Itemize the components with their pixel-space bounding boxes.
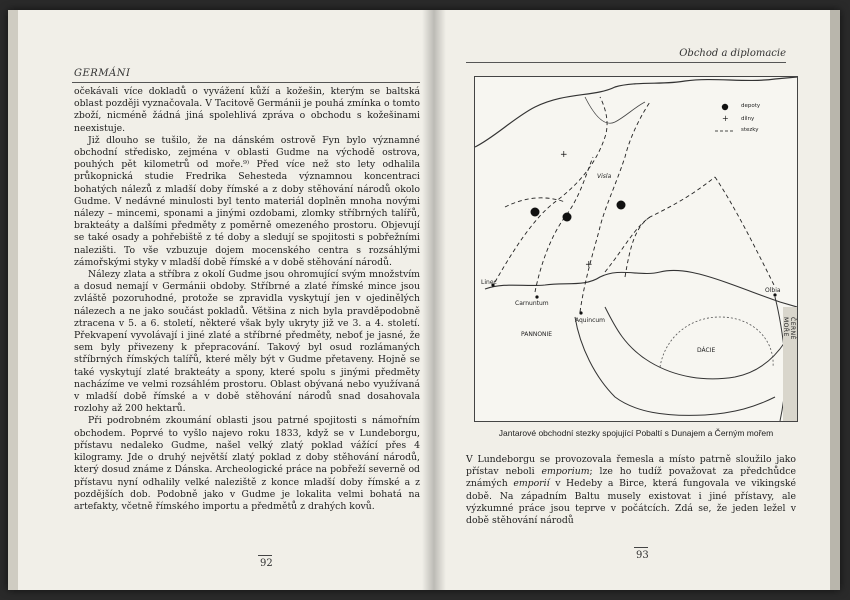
header-rule-right [466, 62, 786, 63]
paragraph: očekávali více dokladů o vyvážení kůží a kožešin, kterým se baltská oblast později vyznačovala. V Tacitově Germánii je pouhá zmínka o tomto zboží, nicméně žádná jiná spolehlivá zpráva o obchodu s kožešinami neexistuje. [74, 86, 420, 134]
running-head-left: GERMÁNI [74, 68, 131, 79]
depot-marker [531, 208, 540, 217]
italic-term: emporium [541, 466, 590, 478]
depot-marker [563, 213, 572, 222]
route-4 [605, 177, 715, 272]
lower-coastline [575, 317, 775, 415]
left-page [8, 10, 433, 590]
legend-routes: stezky [741, 127, 759, 133]
text-run: ; lze ho tudíž považovat za předchůdce známých [466, 466, 796, 490]
route-2 [535, 157, 593, 292]
right-page [440, 10, 840, 590]
label-visla: Visla [597, 173, 612, 180]
paragraph: Při podrobném zkoumání oblasti jsou patrné spojitosti s námořním obchodem. Poprvé to vyšlo najevo roku 1833, když se v Lundeborgu, přístavu nedaleko Gudme, našel velký zlatý poklad vážící přes 4 kilogramy. Jde o druhý největší zlatý poklad z doby stěhování národů, který dosud známe z Dánska. Archeologické práce na pobřeží severně od přístavu nyní odhalily velké naleziště z konce mladší doby římské a z pozdějších dob. Podobně jako v Gudme je lokalita velmi bohatá na artefakty, včetně římského importu a předmětů z drahých kovů. [74, 415, 420, 512]
legend-depots: depoty [741, 103, 761, 109]
page-number-rule [634, 547, 648, 548]
paragraph: Nálezy zlata a stříbra z okolí Gudme jsou ohromující svým množstvím a dosud nemají v Germánii obdoby. Stříbrné a zlaté římské mince jsou zvláště pozoruhodné, protože se zpravidla vyskytují jen v ojedinělých nálezech a ne jako součást pokladů. Většina z nich byla pravděpodobně ztracena v 5. a 6. století, některé však byly ukryty již ve 3. a 4. století. Překvapení vyvolávají i jiné zlaté a stříbrné předměty, neboť je jasné, že sem byly přivezeny k přepracování. Takový byl osud rozlámaných stříbrných římských talířů, které měly být v Gudme přetaveny. Hojně se také vyskytují zlaté brakteáty a spony, které spolu s jinými předměty nacházíme ve velmi rozsáhlém prostoru. Oblast obývaná nebo využívaná v mladší době římské a v době stěhování národů snad dosahovala rozlohy až 200 hektarů. [74, 269, 420, 415]
legend-workshop-symbol: + [722, 114, 729, 123]
route-1 [495, 97, 607, 282]
paragraph [466, 454, 796, 527]
route-7 [505, 198, 565, 207]
legend-workshops: dílny [741, 116, 755, 122]
route-5 [715, 177, 775, 287]
amber-routes-map [474, 76, 798, 422]
town-dot [535, 295, 538, 298]
baltic-coastline [475, 77, 797, 147]
label-dacie: DÁCIE [697, 347, 716, 354]
page-number-right: 93 [636, 550, 649, 561]
route-3 [580, 102, 650, 312]
label-aquincum: Aquincum [575, 317, 606, 324]
label-black-sea: ČERNÉ MOŘE [782, 317, 796, 340]
text-run: v Hedeby a Birce, která fungovala ve vikingské době. Na západním Baltu musely existovat i jiné přístavy, ale výzkumné práce jsou teprve v počátcích. Zdá se, že jeden ležel v době stěhování národů [466, 478, 796, 527]
label-linec: Linec [481, 279, 497, 286]
left-body-text [74, 86, 420, 513]
dacia-boundary [660, 317, 773, 367]
page-number-rule [258, 555, 272, 556]
book-spread [8, 10, 840, 590]
label-carnuntum: Carnuntum [515, 300, 549, 307]
route-6 [625, 217, 650, 277]
town-dot [579, 311, 582, 314]
right-body-text [466, 454, 796, 527]
italic-term: emporií [513, 478, 550, 490]
workshop-marker: + [560, 150, 568, 160]
text-run: V Lundeborgu se provozovala řemesla a místo patrně sloužilo jako přístav neboli [466, 454, 796, 478]
running-head-right: Obchod a diplomacie [679, 48, 786, 59]
label-pannonie: PANNONIE [521, 331, 553, 338]
header-rule-left [72, 82, 420, 83]
paragraph: Již dlouho se tušilo, že na dánském ostrově Fyn bylo významné obchodní středisko, zejména v oblasti Gudme na východě ostrova, pouhých pět kilometrů od moře.⁹⁾ Před více než sto lety odhalila průkopnická studie Fredrika Sehesteda významnou koncentraci bohatých nálezů z mladší doby římské a z doby stěhování národů okolo Gudme. V nedávné minulosti byl tento materiál doplněn mnoha novými nálezy – mincemi, sponami a jinými ozdobami, zlomky stříbrných talířů, brakteáty a dalšími předměty z poměrně omezeného prostoru. Objevují se také osady a pohřebiště z té doby a sledují se spojitosti s pobřežními nalezišti. To vše vzbuzuje dojem mocenského centra s rozsáhlými zámořskými styky v mladší době římské a v době stěhování národů. [74, 134, 420, 268]
carpathian-arc [605, 307, 797, 379]
page-number-left: 92 [260, 558, 273, 569]
depot-marker [617, 201, 626, 210]
baltic-inlet [585, 97, 645, 123]
workshop-marker: + [585, 260, 593, 270]
label-olbia: Olbia [765, 287, 781, 294]
legend-depot-symbol [722, 104, 728, 110]
map-caption: Jantarové obchodní stezky spojující Pobaltí s Dunajem a Černým mořem [498, 428, 774, 438]
